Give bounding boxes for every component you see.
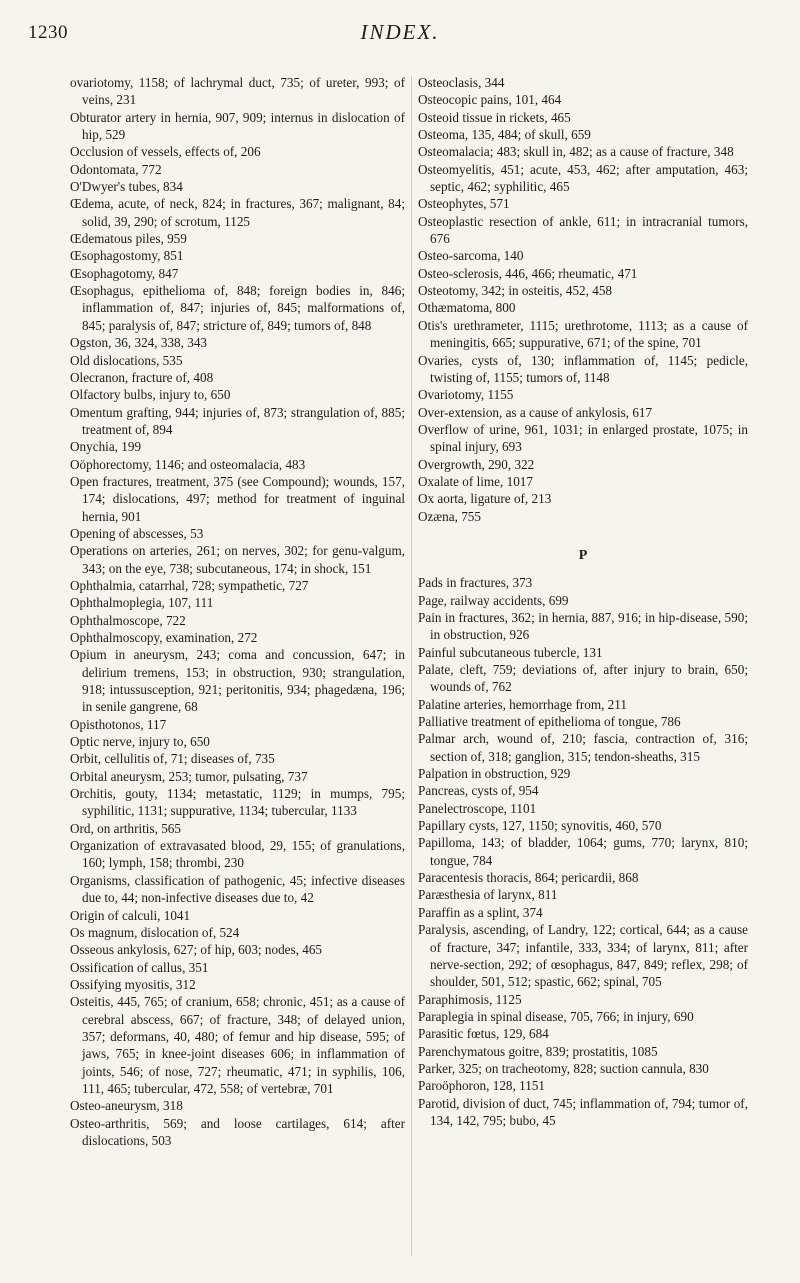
index-entry: Osteoplastic resection of ankle, 611; in intracranial tumors, 676 — [418, 213, 748, 247]
index-entry: Ox aorta, ligature of, 213 — [418, 491, 552, 507]
index-entry: Orbit, cellulitis of, 71; diseases of, 735 — [70, 751, 275, 767]
index-entry: Osteomalacia; 483; skull in, 482; as a cause of fracture, 348 — [418, 144, 734, 160]
index-entry: Paraphimosis, 1125 — [418, 991, 522, 1007]
index-entry: Orchitis, gouty, 1134; metastatic, 1129; in mumps, 795; syphilitic, 1131; suppurative, 1134; tubercular, 1133 — [70, 786, 405, 819]
index-entry: Orbital aneurysm, 253; tumor, pulsating, 737 — [70, 768, 308, 784]
index-entry: Œsophagotomy, 847 — [70, 265, 179, 281]
index-entry: Ophthalmoscopy, examination, 272 — [70, 630, 258, 645]
index-entry: Œdema, acute, of neck, 824; in fractures, 367; malignant, 84; solid, 39, 290; of scrotum, 1125 — [70, 196, 405, 229]
index-entry: Palliative treatment of epithelioma of tongue, 786 — [418, 714, 681, 730]
index-entry: Papillary cysts, 127, 1150; synovitis, 460, 570 — [418, 818, 662, 834]
index-entry: Odontomata, 772 — [70, 161, 162, 177]
index-entry: Ophthalmia, catarrhal, 728; sympathetic, 727 — [70, 577, 309, 593]
index-entry: Osteo-sarcoma, 140 — [418, 248, 524, 264]
index-entry: Paroöphoron, 128, 1151 — [418, 1078, 545, 1094]
index-entry: Olfactory bulbs, injury to, 650 — [70, 387, 231, 403]
index-entry: O'Dwyer's tubes, 834 — [70, 179, 183, 195]
index-entry: Osteoid tissue in rickets, 465 — [418, 109, 571, 125]
index-entry: Ogston, 36, 324, 338, 343 — [70, 335, 208, 351]
index-entry: Pancreas, cysts of, 954 — [418, 783, 539, 799]
index-entry: Paraffin as a splint, 374 — [418, 904, 543, 920]
index-entry: ovariotomy, 1158; of lachrymal duct, 735; of ureter, 993; of veins, 231 — [70, 75, 405, 108]
index-entry: Optic nerve, injury to, 650 — [70, 734, 210, 750]
index-entry: Ovaries, cysts of, 130; inflammation of, 1145; pedicle, twisting of, 1155; tumors of, 1148 — [418, 352, 748, 385]
index-entry: Occlusion of vessels, effects of, 206 — [70, 144, 261, 160]
index-entry: Organization of extravasated blood, 29, 155; of granulations, 160; lymph, 158; thrombi, 230 — [70, 838, 405, 871]
index-entry: Old dislocations, 535 — [70, 352, 183, 368]
index-entry: Paræsthesia of larynx, 811 — [418, 887, 558, 903]
index-entry: Otis's urethrameter, 1115; urethrotome, 1113; as a cause of meningitis, 665; suppurative, 671; of the spine, 701 — [418, 317, 748, 351]
index-entry: Omentum grafting, 944; injuries of, 873; strangulation of, 885; treatment of, 894 — [70, 404, 405, 437]
index-entry: Palpation in obstruction, 929 — [418, 766, 571, 782]
index-entry: Painful subcutaneous tubercle, 131 — [418, 644, 603, 660]
index-entry: Olecranon, fracture of, 408 — [70, 369, 214, 385]
index-entry: Osteophytes, 571 — [418, 196, 510, 212]
index-entry: Overgrowth, 290, 322 — [418, 456, 535, 472]
index-entry: Parker, 325; on tracheotomy, 828; suction cannula, 830 — [418, 1060, 709, 1076]
index-entry: Osteotomy, 342; in osteitis, 452, 458 — [418, 283, 613, 299]
index-entry: Overflow of urine, 961, 1031; in enlarged prostate, 1075; in spinal injury, 693 — [418, 421, 748, 455]
index-entry: Osseous ankylosis, 627; of hip, 603; nodes, 465 — [70, 942, 323, 958]
index-section-p — [418, 574, 748, 1129]
index-entry: Œdematous piles, 959 — [70, 231, 187, 247]
index-entry: Opium in aneurysm, 243; coma and concussion, 647; in delirium tremens, 153; in obstruction, 930; strangulation, 918; intussusception, 921; peritonitis, 934; phagedæna, 196; in senile gangrene, 68 — [70, 647, 405, 715]
index-entry: Ord, on arthritis, 565 — [70, 820, 181, 836]
index-entry: Page, railway accidents, 699 — [418, 592, 569, 608]
index-entry: Pads in fractures, 373 — [418, 575, 533, 591]
index-entry: Opening of abscesses, 53 — [70, 525, 204, 541]
index-entry: Ossification of callus, 351 — [70, 959, 209, 975]
index-entry: Palmar arch, wound of, 210; fascia, contraction of, 316; section of, 318; ganglion, 315; tendon-sheaths, 315 — [418, 731, 748, 764]
page-number: 1230 — [28, 22, 68, 43]
section-letter-p: P — [578, 547, 588, 563]
index-entry: Othæmatoma, 800 — [418, 300, 516, 316]
index-entry: Organisms, classification of pathogenic, 45; infective diseases due to, 44; non-infective diseases due to, 42 — [70, 872, 405, 906]
index-entry: Osteoclasis, 344 — [418, 75, 505, 90]
index-entry: Paracentesis thoracis, 864; pericardii, 868 — [418, 870, 639, 886]
index-entry: Ovariotomy, 1155 — [418, 387, 514, 403]
index-column-right — [418, 74, 748, 1129]
index-entry: Parasitic fœtus, 129, 684 — [418, 1026, 549, 1042]
index-entry: Obturator artery in hernia, 907, 909; internus in dislocation of hip, 529 — [70, 109, 405, 143]
index-entry: Ophthalmoplegia, 107, 111 — [70, 595, 214, 611]
index-entry: Opisthotonos, 117 — [70, 716, 167, 732]
index-entry: Paraplegia in spinal disease, 705, 766; in injury, 690 — [418, 1008, 694, 1024]
index-entry: Panelectroscope, 1101 — [418, 800, 537, 816]
index-entry: Operations on arteries, 261; on nerves, 302; for genu-valgum, 343; on the eye, 738; subcutaneous, 174; in shock, 151 — [70, 543, 405, 576]
index-entry: Origin of calculi, 1041 — [70, 907, 191, 923]
index-entry: Paralysis, ascending, of Landry, 122; cortical, 644; as a cause of fracture, 347; infantile, 333, 334; of larynx, 811; after nerve-section, 292; of œsophagus, 847, 849; reflex, 298; of shoulder, 501, 512; spastic, 662; spinal, 705 — [418, 922, 748, 990]
index-entry: Ozæna, 755 — [418, 508, 481, 524]
index-entry: Parotid, division of duct, 745; inflammation of, 794; tumor of, 134, 142, 795; bubo, 45 — [418, 1095, 748, 1128]
index-entry: Osteocopic pains, 101, 464 — [418, 92, 562, 108]
index-entry: Palate, cleft, 759; deviations of, after injury to brain, 650; wounds of, 762 — [418, 662, 748, 695]
index-entry: Osteitis, 445, 765; of cranium, 658; chronic, 451; as a cause of cerebral abscess, 667; of fracture, 348; of delayed union, 357; deformans, 40, 480; of femur and hip disease, 595; of jaws, 765; in knee-joint diseases 606; in inflammation of joints, 546; of nose, 727; rheumatic, 471; in syphilis, 106, 111, 465; tubercular, 472, 558; of vertebræ, 701 — [70, 994, 405, 1096]
index-entry: Osteo-sclerosis, 446, 466; rheumatic, 471 — [418, 265, 638, 281]
index-section-o-continued — [418, 74, 748, 525]
index-entry: Os magnum, dislocation of, 524 — [70, 924, 240, 940]
index-entry: Palatine arteries, hemorrhage from, 211 — [418, 696, 627, 712]
index-entry: Pain in fractures, 362; in hernia, 887, 916; in hip-disease, 590; in obstruction, 926 — [418, 609, 748, 643]
index-column-left — [70, 74, 405, 1149]
index-entry: Osteo-aneurysm, 318 — [70, 1098, 183, 1114]
index-entry: Oöphorectomy, 1146; and osteomalacia, 483 — [70, 456, 306, 472]
index-entry: Osteo-arthritis, 569; and loose cartilages, 614; after dislocations, 503 — [70, 1115, 405, 1148]
index-entry: Open fractures, treatment, 375 (see Compound); wounds, 157, 174; dislocations, 497; method for treatment of inguinal hernia, 901 — [70, 473, 405, 524]
index-entry: Onychia, 199 — [70, 439, 142, 455]
index-entry: Papilloma, 143; of bladder, 1064; gums, 770; larynx, 810; tongue, 784 — [418, 835, 748, 868]
index-entry: Ophthalmoscope, 722 — [70, 612, 186, 628]
index-entry: Osteomyelitis, 451; acute, 453, 462; after amputation, 463; septic, 462; syphilitic, 465 — [418, 161, 748, 195]
column-divider — [411, 76, 412, 1256]
index-entry: Œsophagus, epithelioma of, 848; foreign bodies in, 846; inflammation of, 847; injuries of, 845; malformations of, 845; paralysis of, 847; stricture of, 849; tumors of, 848 — [70, 283, 405, 333]
index-entry: Parenchymatous goitre, 839; prostatitis, 1085 — [418, 1043, 658, 1059]
index-entry: Over-extension, as a cause of ankylosis, 617 — [418, 404, 653, 420]
index-entry: Osteoma, 135, 484; of skull, 659 — [418, 127, 591, 143]
index-entry: Oxalate of lime, 1017 — [418, 473, 533, 489]
running-title: INDEX. — [360, 20, 440, 44]
index-entry: Ossifying myositis, 312 — [70, 976, 196, 992]
index-entry: Œsophagostomy, 851 — [70, 248, 184, 264]
